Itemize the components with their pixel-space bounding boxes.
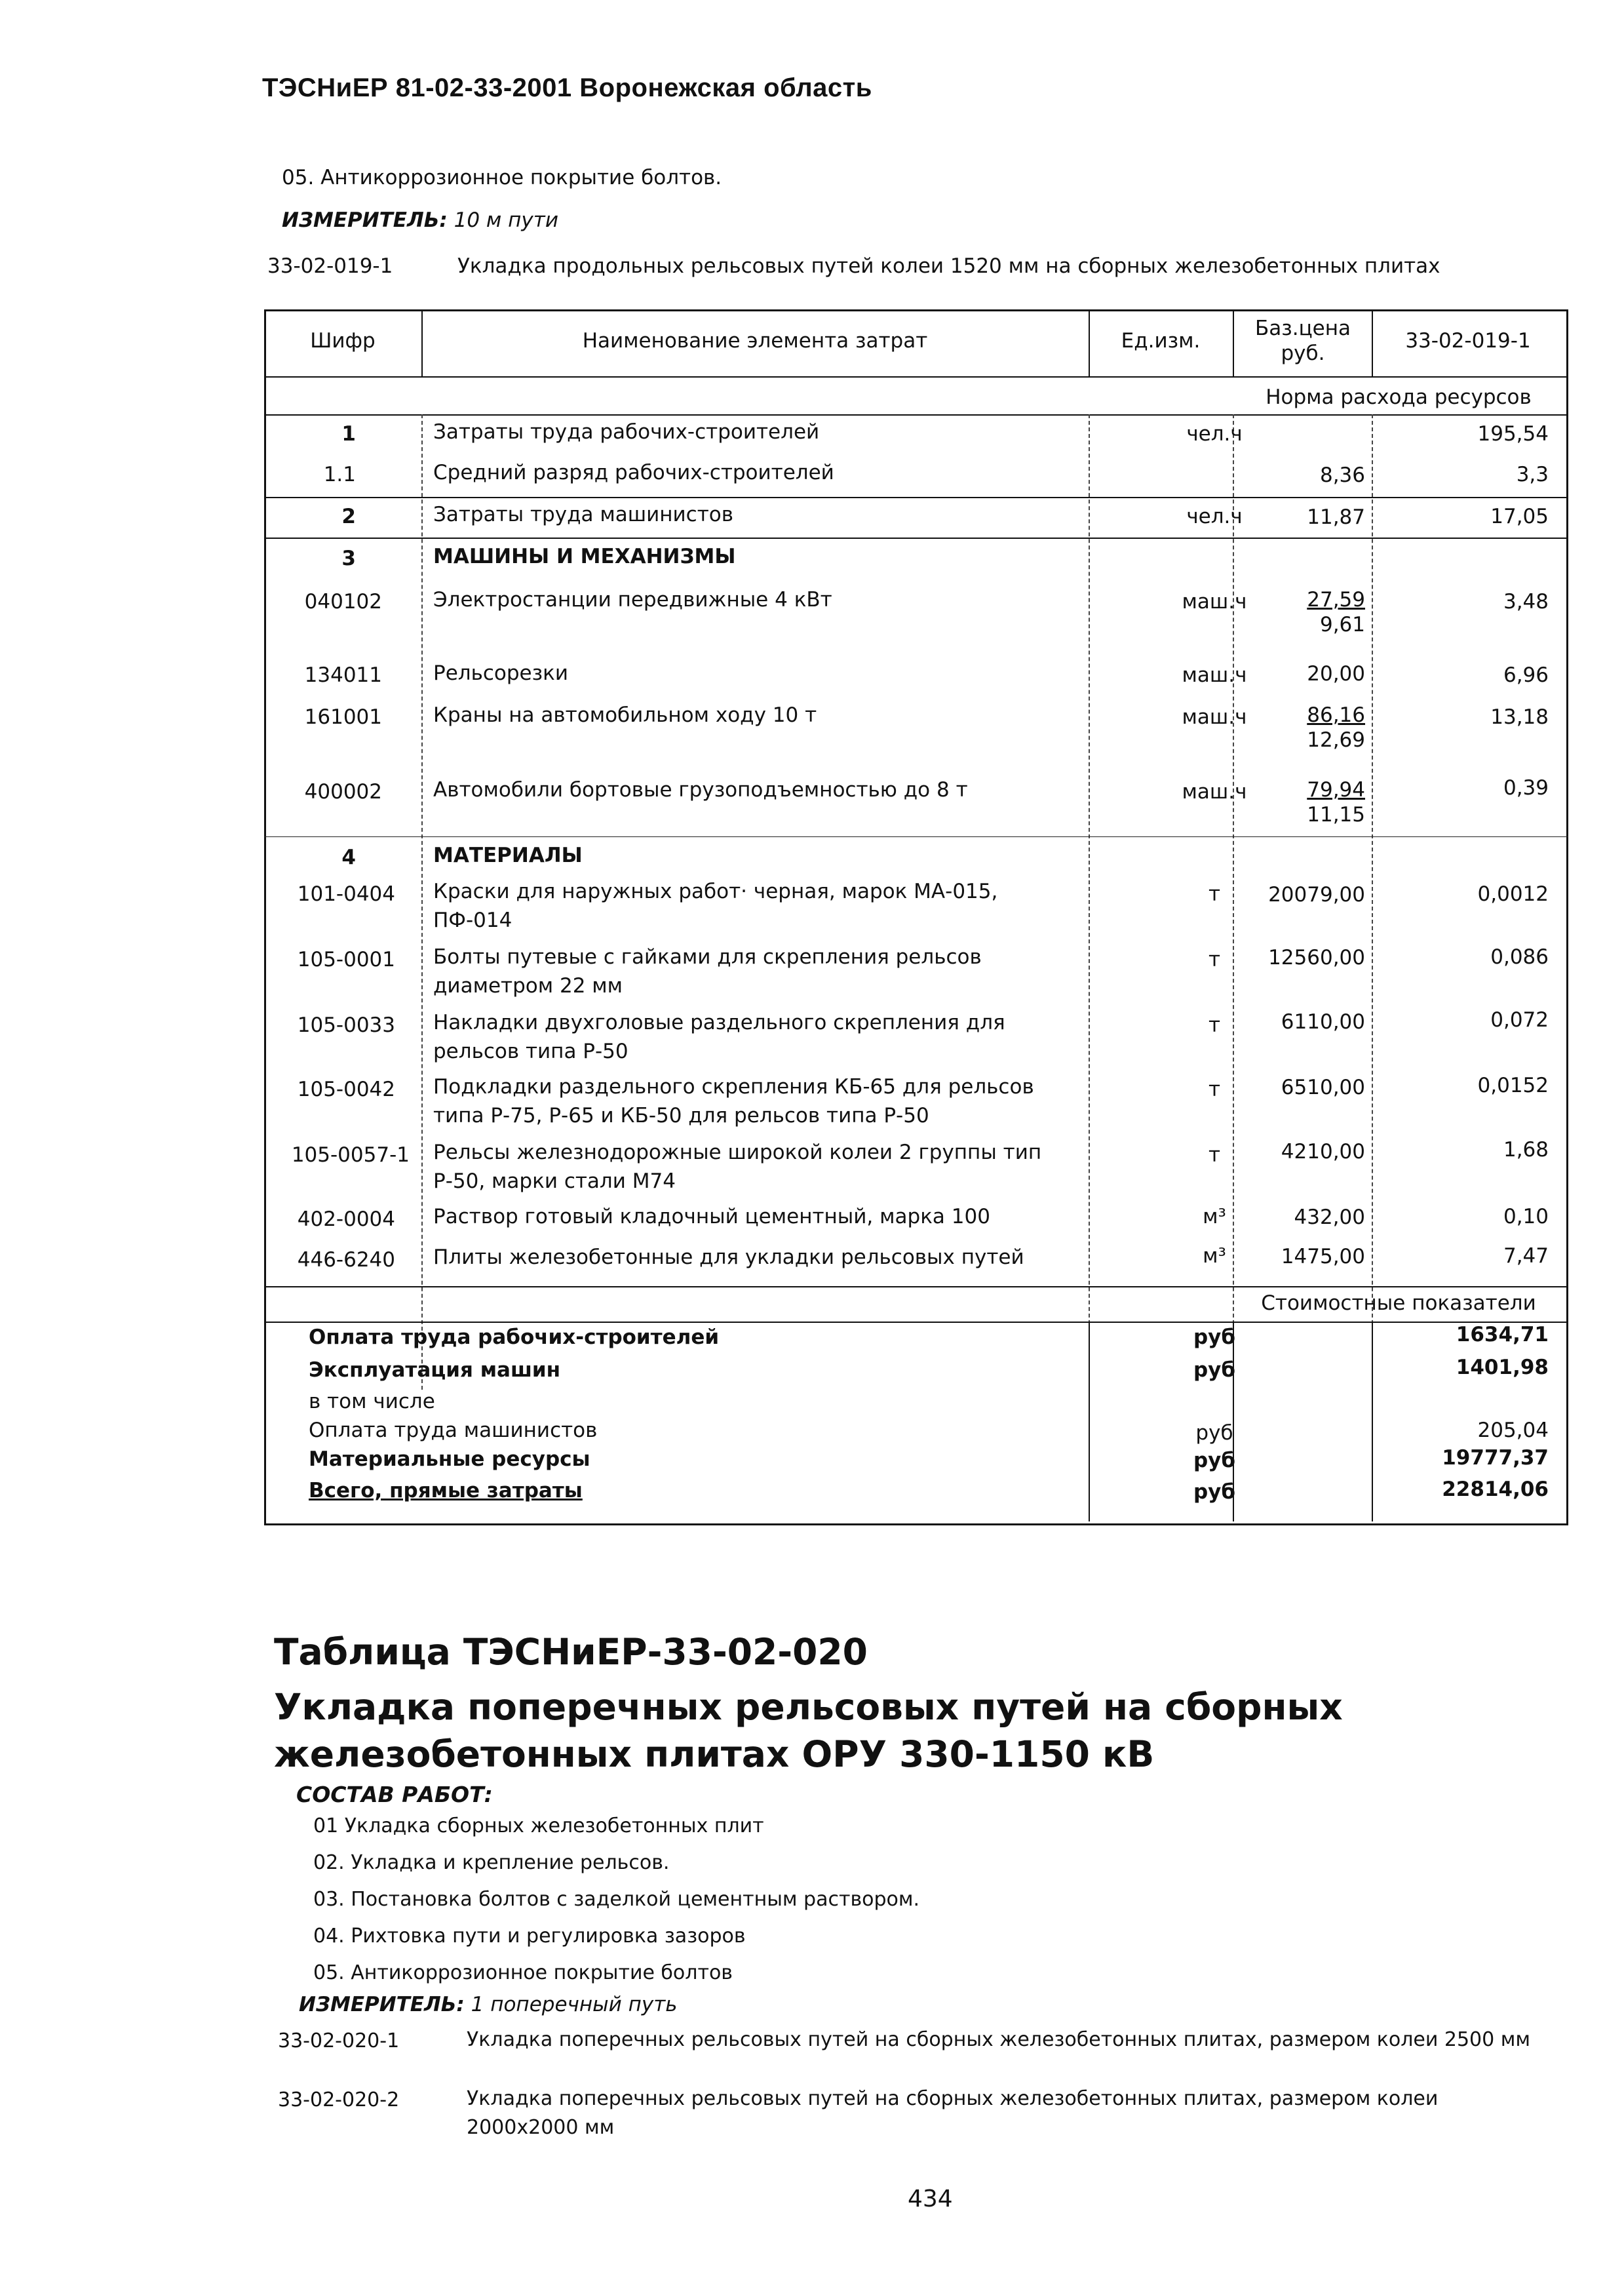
total-label-materials: Материальные ресурсы xyxy=(309,1447,590,1471)
row-402-0004-unit: м³ xyxy=(1203,1205,1226,1228)
total-label-including: в том числе xyxy=(309,1390,435,1413)
row-161001-norm: 13,18 xyxy=(1490,705,1549,729)
section-table-title: Таблица ТЭСНиЕР-33-02-020 xyxy=(274,1631,868,1673)
intro-measure xyxy=(282,208,558,232)
section-subtitle: Укладка поперечных рельсовых путей на сборных железобетонных плитах ОРУ 330-1150 кВ xyxy=(274,1686,1343,1775)
row-1-norm: 195,54 xyxy=(1477,422,1549,446)
work-item: 03. Постановка болтов с заделкой цементным раствором. xyxy=(313,1888,920,1911)
row-134011-name: Рельсорезки xyxy=(433,661,568,685)
page-header-title: ТЭСНиЕР 81-02-33-2001 Воронежская область xyxy=(262,73,872,102)
cost-caption: Стоимостные показатели xyxy=(1261,1291,1536,1315)
row-161001-name: Краны на автомобильном ходу 10 т xyxy=(433,703,817,727)
intro-work-item: 05. Антикоррозионное покрытие болтов. xyxy=(282,166,722,189)
row-105-0033-code: 105-0033 xyxy=(297,1013,395,1037)
row-101-0404-unit: т xyxy=(1208,882,1221,906)
total-unit-machines: руб xyxy=(1193,1358,1236,1382)
column-divider xyxy=(1372,1322,1373,1521)
row-105-0001-norm: 0,086 xyxy=(1490,945,1549,969)
row-446-6240-code: 446-6240 xyxy=(297,1248,395,1272)
row-161001-code: 161001 xyxy=(304,705,382,729)
work-item: 02. Укладка и крепление рельсов. xyxy=(313,1851,670,1874)
header-code: Шифр xyxy=(310,329,376,353)
row-400002-unit: маш.ч xyxy=(1182,780,1247,804)
row-2-price: 11,87 xyxy=(1307,505,1365,529)
total-unit-wages: руб xyxy=(1193,1325,1236,1349)
resource-table xyxy=(264,309,1568,1525)
row-3-name: МАШИНЫ И МЕХАНИЗМЫ xyxy=(433,545,736,568)
row-2-norm: 17,05 xyxy=(1490,505,1549,528)
row-105-0042-name: Подкладки раздельного скрепления КБ-65 для рельсов типа Р-75, Р-65 и КБ-50 для рельсов типа Р-50 xyxy=(433,1075,1034,1127)
row-1-1-price: 8,36 xyxy=(1319,463,1365,487)
row-101-0404-code: 101-0404 xyxy=(297,882,395,906)
intro-measure-value: 10 м пути xyxy=(454,208,558,232)
header-unit: Ед.изм. xyxy=(1121,329,1201,353)
work-item: 01 Укладка сборных железобетонных плит xyxy=(313,1814,764,1837)
row-161001-unit: маш.ч xyxy=(1182,705,1247,729)
row-040102-price-total: 27,59 xyxy=(1307,588,1365,612)
row-101-0404-name: Краски для наружных работ· черная, марок МА-015, ПФ-014 xyxy=(433,880,998,932)
row-4-name: МАТЕРИАЛЫ xyxy=(433,844,583,867)
item-code: 33-02-020-2 xyxy=(278,2088,400,2111)
row-400002-norm: 0,39 xyxy=(1503,776,1549,800)
row-040102-price xyxy=(1241,587,1365,637)
header-name: Наименование элемента затрат xyxy=(582,329,928,353)
row-402-0004-code: 402-0004 xyxy=(297,1207,395,1231)
intro-measure-label: ИЗМЕРИТЕЛЬ: xyxy=(282,208,448,232)
header-price: Баз.цена руб. xyxy=(1254,317,1351,365)
intro-description: Укладка продольных рельсовых путей колеи 1520 мм на сборных железобетонных плитах xyxy=(457,254,1440,278)
row-402-0004-norm: 0,10 xyxy=(1503,1205,1549,1228)
row-105-0057-1-code: 105-0057-1 xyxy=(291,1143,410,1167)
row-1-1-code: 1.1 xyxy=(323,463,356,486)
total-value-operator-wages: 205,04 xyxy=(1477,1419,1549,1442)
row-400002-price-wage: 11,15 xyxy=(1307,803,1365,827)
row-105-0033-price: 6110,00 xyxy=(1281,1010,1365,1034)
total-label-wages: Оплата труда рабочих-строителей xyxy=(309,1325,720,1349)
row-105-0001-code: 105-0001 xyxy=(297,948,395,971)
row-134011-code: 134011 xyxy=(304,663,382,687)
header-divider xyxy=(1233,309,1234,376)
column-divider xyxy=(421,414,423,1390)
row-2-code: 2 xyxy=(341,505,356,528)
row-separator xyxy=(264,1286,1568,1287)
section-measure-label: ИЗМЕРИТЕЛЬ: xyxy=(299,1993,465,2016)
total-label-machines: Эксплуатация машин xyxy=(309,1358,561,1382)
work-composition-label: СОСТАВ РАБОТ: xyxy=(296,1782,493,1807)
total-unit-operator-wages: руб xyxy=(1195,1421,1233,1445)
row-105-0033-unit: т xyxy=(1208,1013,1221,1037)
norm-caption: Норма расхода ресурсов xyxy=(1266,385,1532,409)
row-400002-name: Автомобили бортовые грузоподъемностью до 8 т xyxy=(433,778,968,802)
total-unit-materials: руб xyxy=(1193,1449,1236,1472)
row-446-6240-name: Плиты железобетонные для укладки рельсовых путей xyxy=(433,1245,1024,1269)
row-separator xyxy=(264,376,1568,378)
total-value-machines: 1401,98 xyxy=(1456,1356,1549,1379)
row-separator xyxy=(264,836,1568,837)
work-item: 04. Рихтовка пути и регулировка зазоров xyxy=(313,1925,746,1948)
row-1-name: Затраты труда рабочих-строителей xyxy=(433,420,820,444)
row-134011-price: 20,00 xyxy=(1307,662,1365,686)
row-105-0057-1-norm: 1,68 xyxy=(1503,1138,1549,1162)
row-1-code: 1 xyxy=(341,422,356,446)
row-400002-price xyxy=(1241,777,1365,827)
row-105-0057-1-unit: т xyxy=(1208,1143,1221,1167)
total-value-direct: 22814,06 xyxy=(1442,1478,1549,1501)
row-161001-price xyxy=(1241,703,1365,753)
row-2-unit: чел.ч xyxy=(1186,505,1243,528)
row-2-name: Затраты труда машинистов xyxy=(433,503,734,526)
total-value-wages: 1634,71 xyxy=(1456,1323,1549,1346)
row-446-6240-norm: 7,47 xyxy=(1503,1244,1549,1268)
row-101-0404-norm: 0,0012 xyxy=(1477,882,1549,906)
row-4-code: 4 xyxy=(341,846,356,869)
row-105-0001-unit: т xyxy=(1208,948,1221,971)
row-105-0042-norm: 0,0152 xyxy=(1477,1074,1549,1097)
row-446-6240-price: 1475,00 xyxy=(1281,1245,1365,1268)
intro-code: 33-02-019-1 xyxy=(267,254,393,278)
row-134011-unit: маш.ч xyxy=(1182,663,1247,687)
header-norm-code: 33-02-019-1 xyxy=(1405,329,1531,353)
page-number: 434 xyxy=(908,2186,953,2212)
row-105-0042-unit: т xyxy=(1208,1078,1221,1101)
row-105-0033-name: Накладки двухголовые раздельного скрепления для рельсов типа Р-50 xyxy=(433,1011,1005,1063)
row-040102-unit: маш.ч xyxy=(1182,590,1247,614)
row-402-0004-price: 432,00 xyxy=(1294,1206,1365,1229)
row-400002-price-total: 79,94 xyxy=(1307,778,1365,802)
row-446-6240-unit: м³ xyxy=(1203,1244,1226,1268)
row-separator xyxy=(264,497,1568,498)
row-040102-norm: 3,48 xyxy=(1503,590,1549,614)
row-105-0057-1-price: 4210,00 xyxy=(1281,1140,1365,1164)
row-040102-price-wage: 9,61 xyxy=(1319,613,1365,637)
row-105-0033-norm: 0,072 xyxy=(1490,1008,1549,1032)
row-105-0042-code: 105-0042 xyxy=(297,1078,395,1101)
row-134011-norm: 6,96 xyxy=(1503,663,1549,687)
work-item: 05. Антикоррозионное покрытие болтов xyxy=(313,1961,733,1984)
row-040102-name: Электростанции передвижные 4 кВт xyxy=(433,588,832,612)
total-label-direct: Всего, прямые затраты xyxy=(309,1479,583,1502)
column-divider xyxy=(1372,414,1373,1390)
item-code: 33-02-020-1 xyxy=(278,2029,400,2052)
total-value-materials: 19777,37 xyxy=(1442,1446,1549,1470)
row-105-0001-price: 12560,00 xyxy=(1268,946,1365,970)
row-040102-code: 040102 xyxy=(304,590,382,614)
row-separator xyxy=(264,538,1568,539)
row-105-0001-name: Болты путевые с гайками для скрепления рельсов диаметром 22 мм xyxy=(433,945,982,998)
item-text: Укладка поперечных рельсовых путей на сборных железобетонных плитах, размером колеи 2500 мм xyxy=(467,2028,1531,2051)
row-1-1-name: Средний разряд рабочих-строителей xyxy=(433,461,834,484)
section-measure-value: 1 поперечный путь xyxy=(471,1993,678,2016)
row-161001-price-total: 86,16 xyxy=(1307,703,1365,727)
total-label-operator-wages: Оплата труда машинистов xyxy=(309,1419,598,1442)
row-105-0057-1-name: Рельсы железнодорожные широкой колеи 2 группы тип Р-50, марки стали М74 xyxy=(433,1141,1042,1193)
row-3-code: 3 xyxy=(341,547,356,570)
row-402-0004-name: Раствор готовый кладочный цементный, марка 100 xyxy=(433,1205,990,1228)
row-1-1-norm: 3,3 xyxy=(1516,463,1549,486)
row-161001-price-wage: 12,69 xyxy=(1307,728,1365,752)
row-101-0404-price: 20079,00 xyxy=(1268,883,1365,907)
item-text: Укладка поперечных рельсовых путей на сборных железобетонных плитах, размером колеи 2000х2000 мм xyxy=(467,2087,1439,2139)
section-measure xyxy=(299,1993,678,2016)
row-1-unit: чел.ч xyxy=(1186,422,1243,446)
total-unit-direct: руб xyxy=(1193,1480,1236,1504)
row-400002-code: 400002 xyxy=(304,780,382,804)
row-105-0042-price: 6510,00 xyxy=(1281,1076,1365,1099)
column-divider xyxy=(1089,1322,1090,1521)
